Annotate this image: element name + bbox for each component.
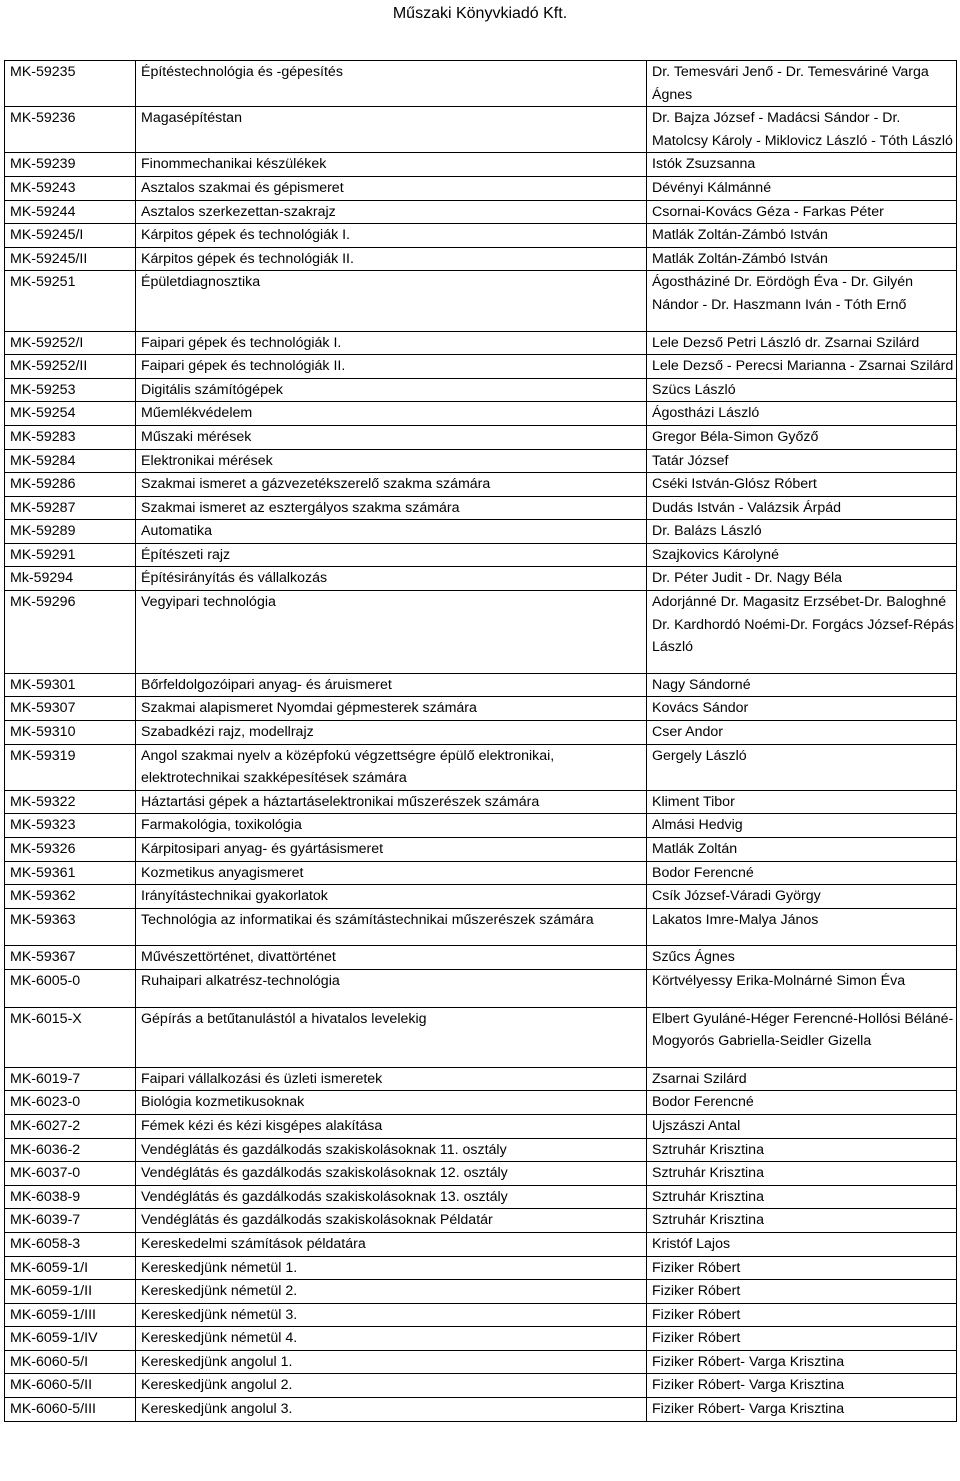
table-row: [5, 697, 957, 721]
table-row: [5, 1232, 957, 1256]
book-title-cell: Kárpitosipari anyag- és gyártásismeret: [136, 838, 647, 862]
table-row: [5, 1007, 957, 1067]
table-row: [5, 1327, 957, 1351]
table-row: [5, 1114, 957, 1138]
book-title-cell: Szakmai alapismeret Nyomdai gépmesterek számára: [136, 697, 647, 721]
book-code-cell: MK-6019-7: [5, 1067, 136, 1091]
book-author-cell: Sztruhár Krisztina: [647, 1185, 957, 1209]
book-author-cell: Csík József-Váradi György: [647, 885, 957, 909]
book-author-cell: Sztruhár Krisztina: [647, 1209, 957, 1233]
book-author-cell: Fiziker Róbert: [647, 1280, 957, 1304]
book-author-cell: Szücs László: [647, 378, 957, 402]
book-author-cell: Fiziker Róbert: [647, 1303, 957, 1327]
book-author-cell: Matlák Zoltán-Zámbó István: [647, 247, 957, 271]
book-title-cell: Kereskedjünk angolul 1.: [136, 1350, 647, 1374]
book-title-cell: Vegyipari technológia: [136, 591, 647, 674]
table-row: [5, 1374, 957, 1398]
book-author-cell: Dr. Temesvári Jenő - Dr. Temesváriné Varga Ágnes: [647, 61, 957, 107]
book-code-cell: MK-59362: [5, 885, 136, 909]
book-author-cell: Fiziker Róbert: [647, 1327, 957, 1351]
book-title-cell: Épületdiagnosztika: [136, 271, 647, 331]
book-title-cell: Magasépítéstan: [136, 107, 647, 153]
table-row: [5, 1185, 957, 1209]
table-row: [5, 591, 957, 674]
book-code-cell: MK-6039-7: [5, 1209, 136, 1233]
table-row: [5, 814, 957, 838]
book-code-cell: MK-6059-1/III: [5, 1303, 136, 1327]
table-row: [5, 153, 957, 177]
table-row: [5, 425, 957, 449]
book-author-cell: Zsarnai Szilárd: [647, 1067, 957, 1091]
book-code-cell: MK-6060-5/III: [5, 1398, 136, 1422]
book-code-cell: MK-59367: [5, 946, 136, 970]
book-title-cell: Szakmai ismeret az esztergályos szakma számára: [136, 496, 647, 520]
book-code-cell: MK-6058-3: [5, 1232, 136, 1256]
book-author-cell: Adorjánné Dr. Magasitz Erzsébet-Dr. Baloghné Dr. Kardhordó Noémi-Dr. Forgács József-Répás László: [647, 591, 957, 674]
table-row: [5, 1209, 957, 1233]
book-author-cell: Lele Dezső Petri László dr. Zsarnai Szilárd: [647, 331, 957, 355]
table-row: [5, 331, 957, 355]
table-row: [5, 790, 957, 814]
table-row: [5, 969, 957, 1007]
book-author-cell: Sztruhár Krisztina: [647, 1162, 957, 1186]
book-code-cell: MK-6005-0: [5, 969, 136, 1007]
table-row: [5, 567, 957, 591]
book-code-cell: MK-59310: [5, 721, 136, 745]
table-row: [5, 1138, 957, 1162]
book-title-cell: Fémek kézi és kézi kisgépes alakítása: [136, 1114, 647, 1138]
book-title-cell: Faipari gépek és technológiák II.: [136, 355, 647, 379]
book-code-cell: MK-59296: [5, 591, 136, 674]
table-row: [5, 885, 957, 909]
book-author-cell: Bodor Ferencné: [647, 1091, 957, 1115]
book-title-cell: Faipari gépek és technológiák I.: [136, 331, 647, 355]
book-code-cell: MK-6059-1/I: [5, 1256, 136, 1280]
table-row: [5, 200, 957, 224]
book-title-cell: Kárpitos gépek és technológiák I.: [136, 224, 647, 248]
book-author-cell: Elbert Gyuláné-Héger Ferencné-Hollósi Béláné-Mogyorós Gabriella-Seidler Gizella: [647, 1007, 957, 1067]
table-row: [5, 1303, 957, 1327]
book-code-cell: MK-59283: [5, 425, 136, 449]
table-row: [5, 908, 957, 946]
table-row: [5, 496, 957, 520]
book-code-cell: MK-6059-1/IV: [5, 1327, 136, 1351]
book-title-cell: Kereskedjünk angolul 2.: [136, 1374, 647, 1398]
book-author-cell: Istók Zsuzsanna: [647, 153, 957, 177]
book-title-cell: Farmakológia, toxikológia: [136, 814, 647, 838]
table-row: [5, 247, 957, 271]
table-row: [5, 1350, 957, 1374]
book-title-cell: Gépírás a betűtanulástól a hivatalos levelekig: [136, 1007, 647, 1067]
book-code-cell: MK-59236: [5, 107, 136, 153]
book-author-cell: Gregor Béla-Simon Győző: [647, 425, 957, 449]
table-row: [5, 271, 957, 331]
book-code-cell: MK-59244: [5, 200, 136, 224]
book-code-cell: MK-59363: [5, 908, 136, 946]
book-author-cell: Szűcs Ágnes: [647, 946, 957, 970]
book-author-cell: Kristóf Lajos: [647, 1232, 957, 1256]
book-title-cell: Kozmetikus anyagismeret: [136, 861, 647, 885]
book-code-cell: MK-6060-5/II: [5, 1374, 136, 1398]
page-header: Műszaki Könyvkiadó Kft.: [392, 5, 568, 22]
book-title-cell: Háztartási gépek a háztartáselektronikai műszerészek számára: [136, 790, 647, 814]
book-author-cell: Ujszászi Antal: [647, 1114, 957, 1138]
book-title-cell: Kereskedjünk angolul 3.: [136, 1398, 647, 1422]
book-code-cell: MK-59239: [5, 153, 136, 177]
table-row: [5, 721, 957, 745]
book-author-cell: Tatár József: [647, 449, 957, 473]
book-title-cell: Kereskedjünk németül 1.: [136, 1256, 647, 1280]
book-title-cell: Építéstechnológia és -gépesítés: [136, 61, 647, 107]
book-author-cell: Fiziker Róbert- Varga Krisztina: [647, 1398, 957, 1422]
table-row: [5, 402, 957, 426]
book-title-cell: Irányítástechnikai gyakorlatok: [136, 885, 647, 909]
book-title-cell: Automatika: [136, 520, 647, 544]
book-code-cell: MK-59287: [5, 496, 136, 520]
table-row: [5, 107, 957, 153]
book-title-cell: Vendéglátás és gazdálkodás szakiskolásoknak 13. osztály: [136, 1185, 647, 1209]
book-code-cell: MK-6023-0: [5, 1091, 136, 1115]
table-row: [5, 673, 957, 697]
book-title-cell: Asztalos szerkezettan-szakrajz: [136, 200, 647, 224]
book-author-cell: Fiziker Róbert- Varga Krisztina: [647, 1374, 957, 1398]
table-row: [5, 1162, 957, 1186]
book-title-cell: Finommechanikai készülékek: [136, 153, 647, 177]
book-code-cell: MK-59252/I: [5, 331, 136, 355]
book-author-cell: Dévényi Kálmánné: [647, 176, 957, 200]
book-title-cell: Vendéglátás és gazdálkodás szakiskolásoknak 12. osztály: [136, 1162, 647, 1186]
book-catalog-table: [4, 60, 957, 1422]
table-row: [5, 176, 957, 200]
book-title-cell: Műemlékvédelem: [136, 402, 647, 426]
book-title-cell: Kereskedjünk németül 3.: [136, 1303, 647, 1327]
book-title-cell: Kereskedelmi számítások példatára: [136, 1232, 647, 1256]
table-row: [5, 449, 957, 473]
table-row: [5, 861, 957, 885]
table-row: [5, 224, 957, 248]
table-row: [5, 1091, 957, 1115]
book-author-cell: Dudás István - Valázsik Árpád: [647, 496, 957, 520]
book-title-cell: Faipari vállalkozási és üzleti ismeretek: [136, 1067, 647, 1091]
book-author-cell: Cséki István-Glósz Róbert: [647, 473, 957, 497]
book-code-cell: MK-6059-1/II: [5, 1280, 136, 1304]
book-code-cell: MK-59243: [5, 176, 136, 200]
table-row: [5, 838, 957, 862]
table-row: [5, 1398, 957, 1422]
book-author-cell: Dr. Balázs László: [647, 520, 957, 544]
book-author-cell: Matlák Zoltán: [647, 838, 957, 862]
book-title-cell: Vendéglátás és gazdálkodás szakiskolásoknak Példatár: [136, 1209, 647, 1233]
book-code-cell: MK-59245/II: [5, 247, 136, 271]
book-title-cell: Kárpitos gépek és technológiák II.: [136, 247, 647, 271]
book-title-cell: Elektronikai mérések: [136, 449, 647, 473]
book-code-cell: MK-59307: [5, 697, 136, 721]
book-title-cell: Technológia az informatikai és számítástechnikai műszerészek számára: [136, 908, 647, 946]
book-title-cell: Digitális számítógépek: [136, 378, 647, 402]
book-author-cell: Fiziker Róbert- Varga Krisztina: [647, 1350, 957, 1374]
book-title-cell: Vendéglátás és gazdálkodás szakiskolásoknak 11. osztály: [136, 1138, 647, 1162]
book-author-cell: Ágostháziné Dr. Eördögh Éva - Dr. Gilyén Nándor - Dr. Haszmann Iván - Tóth Ernő: [647, 271, 957, 331]
book-title-cell: Szakmai ismeret a gázvezetékszerelő szakma számára: [136, 473, 647, 497]
book-code-cell: MK-59289: [5, 520, 136, 544]
book-author-cell: Ágostházi László: [647, 402, 957, 426]
book-title-cell: Művészettörténet, divattörténet: [136, 946, 647, 970]
book-author-cell: Gergely László: [647, 744, 957, 790]
book-code-cell: MK-59251: [5, 271, 136, 331]
book-code-cell: MK-6037-0: [5, 1162, 136, 1186]
book-author-cell: Csornai-Kovács Géza - Farkas Péter: [647, 200, 957, 224]
table-row: [5, 355, 957, 379]
book-author-cell: Körtvélyessy Erika-Molnárné Simon Éva: [647, 969, 957, 1007]
book-code-cell: MK-59286: [5, 473, 136, 497]
table-row: [5, 520, 957, 544]
book-code-cell: MK-59326: [5, 838, 136, 862]
book-code-cell: Mk-59294: [5, 567, 136, 591]
book-code-cell: MK-59322: [5, 790, 136, 814]
table-row: [5, 1280, 957, 1304]
book-code-cell: MK-59253: [5, 378, 136, 402]
book-code-cell: MK-59252/II: [5, 355, 136, 379]
book-author-cell: Kovács Sándor: [647, 697, 957, 721]
book-author-cell: Dr. Bajza József - Madácsi Sándor - Dr. Matolcsy Károly - Miklovicz László - Tóth László: [647, 107, 957, 153]
book-author-cell: Bodor Ferencné: [647, 861, 957, 885]
book-code-cell: MK-59361: [5, 861, 136, 885]
book-title-cell: Építésirányítás és vállalkozás: [136, 567, 647, 591]
book-author-cell: Almási Hedvig: [647, 814, 957, 838]
book-author-cell: Nagy Sándorné: [647, 673, 957, 697]
book-code-cell: MK-6015-X: [5, 1007, 136, 1067]
book-title-cell: Kereskedjünk németül 4.: [136, 1327, 647, 1351]
table-row: [5, 378, 957, 402]
table-row: [5, 1256, 957, 1280]
book-code-cell: MK-59291: [5, 543, 136, 567]
book-title-cell: Asztalos szakmai és gépismeret: [136, 176, 647, 200]
book-author-cell: Lele Dezső - Perecsi Marianna - Zsarnai Szilárd: [647, 355, 957, 379]
book-author-cell: Matlák Zoltán-Zámbó István: [647, 224, 957, 248]
table-row: [5, 473, 957, 497]
table-row: [5, 61, 957, 107]
book-code-cell: MK-59245/I: [5, 224, 136, 248]
book-author-cell: Dr. Péter Judit - Dr. Nagy Béla: [647, 567, 957, 591]
book-author-cell: Cser Andor: [647, 721, 957, 745]
book-code-cell: MK-59235: [5, 61, 136, 107]
book-code-cell: MK-59323: [5, 814, 136, 838]
table-row: [5, 1067, 957, 1091]
book-author-cell: Fiziker Róbert: [647, 1256, 957, 1280]
book-title-cell: Kereskedjünk németül 2.: [136, 1280, 647, 1304]
book-code-cell: MK-59319: [5, 744, 136, 790]
book-code-cell: MK-6027-2: [5, 1114, 136, 1138]
book-author-cell: Sztruhár Krisztina: [647, 1138, 957, 1162]
book-code-cell: MK-59254: [5, 402, 136, 426]
book-title-cell: Biológia kozmetikusoknak: [136, 1091, 647, 1115]
book-author-cell: Kliment Tibor: [647, 790, 957, 814]
book-code-cell: MK-6036-2: [5, 1138, 136, 1162]
book-title-cell: Angol szakmai nyelv a középfokú végzettségre épülő elektronikai, elektrotechnikai szakképesítések számára: [136, 744, 647, 790]
book-author-cell: Szajkovics Károlyné: [647, 543, 957, 567]
book-title-cell: Szabadkézi rajz, modellrajz: [136, 721, 647, 745]
book-code-cell: MK-59301: [5, 673, 136, 697]
book-code-cell: MK-59284: [5, 449, 136, 473]
book-author-cell: Lakatos Imre-Malya János: [647, 908, 957, 946]
table-row: [5, 543, 957, 567]
book-title-cell: Műszaki mérések: [136, 425, 647, 449]
book-title-cell: Bőrfeldolgozóipari anyag- és áruismeret: [136, 673, 647, 697]
book-title-cell: Ruhaipari alkatrész-technológia: [136, 969, 647, 1007]
book-title-cell: Építészeti rajz: [136, 543, 647, 567]
table-row: [5, 946, 957, 970]
book-code-cell: MK-6060-5/I: [5, 1350, 136, 1374]
book-code-cell: MK-6038-9: [5, 1185, 136, 1209]
catalog-body: [5, 61, 957, 1422]
table-row: [5, 744, 957, 790]
